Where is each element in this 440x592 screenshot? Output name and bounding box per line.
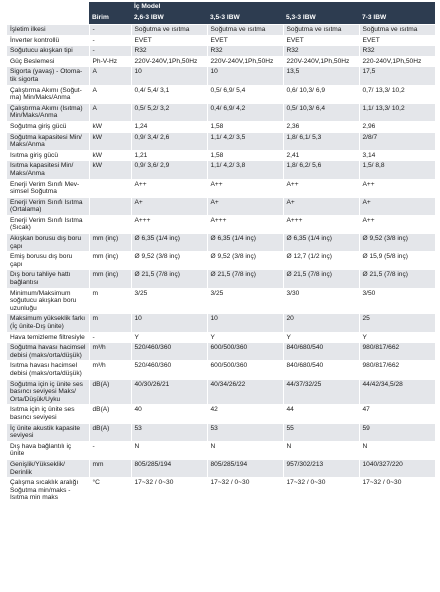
model-header: 2,6-3 IBW xyxy=(131,13,207,25)
row-value: 1,8/ 6,2/ 5,6 xyxy=(283,161,359,179)
row-value: 17~32 / 0~30 xyxy=(359,478,435,503)
row-value: 44 xyxy=(283,405,359,423)
row-value: Ø 9,52 (3/8 inç) xyxy=(359,234,435,252)
table-row xyxy=(7,441,435,459)
row-value: A+ xyxy=(359,197,435,215)
row-value: 3/25 xyxy=(131,288,207,314)
row-value: 59 xyxy=(359,423,435,441)
row-value: A+ xyxy=(207,197,283,215)
row-unit: dB(A) xyxy=(89,405,131,423)
row-value: Y xyxy=(131,332,207,343)
row-value: EVET xyxy=(283,35,359,46)
row-value: 3/50 xyxy=(359,288,435,314)
row-unit: - xyxy=(89,332,131,343)
table-row xyxy=(7,478,435,503)
row-value: R32 xyxy=(283,46,359,57)
row-value: 220V-240V,1Ph,50Hz xyxy=(207,56,283,67)
row-value: Soğutma ve ısıtma xyxy=(359,25,435,36)
row-label: Soğutma havası hacimsel debisi (maks/orta/düşük) xyxy=(7,343,89,361)
row-value: Y xyxy=(207,332,283,343)
row-label: Çalıştırma Akımı (Soğut-ma) Min/Maks/Anma xyxy=(7,85,89,103)
row-label: Çalıştırma Akımı (Isıtma) Min/Maks/Anma xyxy=(7,103,89,121)
row-value: Ø 12,7 (1/2 inç) xyxy=(283,252,359,270)
row-value: N xyxy=(359,441,435,459)
row-value: A+++ xyxy=(283,215,359,233)
table-row xyxy=(7,179,435,197)
row-unit: kW xyxy=(89,121,131,132)
model-header: 5,3-3 IBW xyxy=(283,13,359,25)
row-label: Isıtma için iç ünite ses basıncı seviyesi xyxy=(7,405,89,423)
row-value: 10 xyxy=(207,314,283,332)
row-unit: A xyxy=(89,85,131,103)
header-blank-cell xyxy=(7,13,89,25)
row-value: Ø 15,9 (5/8 inç) xyxy=(359,252,435,270)
row-unit: kW xyxy=(89,150,131,161)
row-value: Y xyxy=(359,332,435,343)
row-value: R32 xyxy=(359,46,435,57)
row-value: 10 xyxy=(131,67,207,85)
row-value: 0,5/ 6,9/ 5,4 xyxy=(207,85,283,103)
row-value: 3/25 xyxy=(207,288,283,314)
table-row xyxy=(7,46,435,57)
row-value: 0,5/ 10,3/ 6,4 xyxy=(283,103,359,121)
spec-table xyxy=(7,2,435,503)
row-unit: - xyxy=(89,35,131,46)
row-value: A+++ xyxy=(207,215,283,233)
table-row xyxy=(7,252,435,270)
row-value: 10 xyxy=(207,67,283,85)
row-value: A+ xyxy=(283,197,359,215)
row-label: Maksimum yükseklik farkı (İç ünite-Dış ünite) xyxy=(7,314,89,332)
row-label: Enerji Verim Sınıfı Mev-simsel Soğutma xyxy=(7,179,89,197)
row-unit xyxy=(89,197,131,215)
row-unit: kW xyxy=(89,132,131,150)
table-row xyxy=(7,405,435,423)
row-value: 520/460/360 xyxy=(131,343,207,361)
row-value: A++ xyxy=(131,179,207,197)
row-value: 1,58 xyxy=(207,121,283,132)
row-unit: kW xyxy=(89,161,131,179)
row-label: Isıtma havası hacimsel debisi (maks/orta/düşük) xyxy=(7,361,89,379)
row-value: A+ xyxy=(131,197,207,215)
spec-body xyxy=(7,25,435,503)
row-value: 1,21 xyxy=(131,150,207,161)
row-value: 2,96 xyxy=(359,121,435,132)
row-label: Soğutma giriş gücü xyxy=(7,121,89,132)
row-value: 44/37/32/25 xyxy=(283,379,359,405)
row-value: N xyxy=(207,441,283,459)
row-value: 0,5/ 5,2/ 3,2 xyxy=(131,103,207,121)
row-value: Ø 6,35 (1/4 inç) xyxy=(207,234,283,252)
row-value: 0,4/ 6,9/ 4,2 xyxy=(207,103,283,121)
row-label: Soğutma için iç ünite ses basıncı seviyesi Maks/ Orta/Düşük/Uyku xyxy=(7,379,89,405)
header-row-group xyxy=(7,2,435,13)
row-label: Emiş borusu dış boru çapı xyxy=(7,252,89,270)
table-row xyxy=(7,343,435,361)
row-value: A++ xyxy=(283,179,359,197)
table-row xyxy=(7,314,435,332)
row-value: 40/34/26/22 xyxy=(207,379,283,405)
row-value: 40 xyxy=(131,405,207,423)
row-label: Çalışma sıcaklık aralığı Soğutma min/maks - Isıtma min maks xyxy=(7,478,89,503)
row-unit: - xyxy=(89,25,131,36)
row-value: 17~32 / 0~30 xyxy=(207,478,283,503)
row-label: Enerji Verim Sınıfı Isıtma (Sıcak) xyxy=(7,215,89,233)
row-value: 42 xyxy=(207,405,283,423)
table-row xyxy=(7,288,435,314)
row-value: 220-240V,1Ph,50Hz xyxy=(359,56,435,67)
table-row xyxy=(7,67,435,85)
row-value: 17,5 xyxy=(359,67,435,85)
row-value: 805/285/194 xyxy=(207,459,283,477)
row-value: A+++ xyxy=(131,215,207,233)
row-value: 840/680/540 xyxy=(283,343,359,361)
row-value: 1,24 xyxy=(131,121,207,132)
table-row xyxy=(7,423,435,441)
row-value: Ø 21,5 (7/8 inç) xyxy=(207,270,283,288)
row-value: 10 xyxy=(131,314,207,332)
row-label: Isıtma kapasitesi Min/ Maks/Anma xyxy=(7,161,89,179)
row-value: Soğutma ve ısıtma xyxy=(131,25,207,36)
row-value: 44/42/34,5/28 xyxy=(359,379,435,405)
table-row xyxy=(7,103,435,121)
row-value: 2,36 xyxy=(283,121,359,132)
row-value: 1,1/ 4,2/ 3,5 xyxy=(207,132,283,150)
row-unit: A xyxy=(89,67,131,85)
row-label: Enerji Verim Sınıfı Isıtma (Ortalama) xyxy=(7,197,89,215)
row-value: 2,41 xyxy=(283,150,359,161)
row-value: 0,7/ 13,3/ 10,2 xyxy=(359,85,435,103)
row-label: Isıtma giriş gücü xyxy=(7,150,89,161)
row-unit: dB(A) xyxy=(89,379,131,405)
row-label: Güç Beslemesi xyxy=(7,56,89,67)
row-value: Soğutma ve ısıtma xyxy=(207,25,283,36)
model-header: 7-3 IBW xyxy=(359,13,435,25)
row-value: 40/30/26/21 xyxy=(131,379,207,405)
row-unit: A xyxy=(89,103,131,121)
row-label: Sigorta (yavaş) - Otoma-tik sigorta xyxy=(7,67,89,85)
row-unit: mm (inç) xyxy=(89,270,131,288)
table-row xyxy=(7,85,435,103)
row-unit: °C xyxy=(89,478,131,503)
row-label: Minimum/Maksimum soğutucu akışkan boru uzunluğu xyxy=(7,288,89,314)
row-value: 220V-240V,1Ph,50Hz xyxy=(131,56,207,67)
row-value: 980/817/662 xyxy=(359,361,435,379)
row-value: R32 xyxy=(131,46,207,57)
row-value: Ø 6,35 (1/4 inç) xyxy=(283,234,359,252)
row-label: Genişlik/Yükseklik/ Derinlik xyxy=(7,459,89,477)
row-value: 600/500/360 xyxy=(207,343,283,361)
row-value: 3,14 xyxy=(359,150,435,161)
row-value: 957/302/213 xyxy=(283,459,359,477)
row-unit: m xyxy=(89,288,131,314)
row-value: Soğutma ve ısıtma xyxy=(283,25,359,36)
header-blank-unit xyxy=(89,2,131,13)
row-label: Soğutma kapasitesi Min/ Maks/Anma xyxy=(7,132,89,150)
table-row xyxy=(7,361,435,379)
row-value: Ø 6,35 (1/4 inç) xyxy=(131,234,207,252)
row-value: 1,1/ 4,2/ 3,8 xyxy=(207,161,283,179)
table-row xyxy=(7,270,435,288)
table-row xyxy=(7,161,435,179)
row-value: EVET xyxy=(359,35,435,46)
row-value: A++ xyxy=(207,179,283,197)
row-value: EVET xyxy=(131,35,207,46)
row-value: A++ xyxy=(359,215,435,233)
table-row xyxy=(7,215,435,233)
row-unit: m³/h xyxy=(89,361,131,379)
row-value: 2/8/7 xyxy=(359,132,435,150)
row-value: 13,5 xyxy=(283,67,359,85)
row-value: 0,9/ 3,6/ 2,9 xyxy=(131,161,207,179)
row-value: 1,8/ 6,1/ 5,3 xyxy=(283,132,359,150)
row-value: 17~32 / 0~30 xyxy=(283,478,359,503)
row-value: 220V-240V,1Ph,50Hz xyxy=(283,56,359,67)
table-row xyxy=(7,56,435,67)
row-value: 53 xyxy=(131,423,207,441)
row-value: Ø 9,52 (3/8 inç) xyxy=(131,252,207,270)
row-value: 3/30 xyxy=(283,288,359,314)
row-label: İç ünite akustik kapasite seviyesi xyxy=(7,423,89,441)
row-value: Ø 21,5 (7/8 inç) xyxy=(283,270,359,288)
row-value: 600/500/360 xyxy=(207,361,283,379)
row-value: 47 xyxy=(359,405,435,423)
header-blank-cell xyxy=(7,2,89,13)
row-unit: - xyxy=(89,46,131,57)
model-header: 3,5-3 IBW xyxy=(207,13,283,25)
row-label: Dış boru tahliye hattı bağlantısı xyxy=(7,270,89,288)
row-value: Ø 21,5 (7/8 inç) xyxy=(131,270,207,288)
row-unit: mm (inç) xyxy=(89,234,131,252)
row-label: Soğutucu akışkan tipi xyxy=(7,46,89,57)
unit-col-header: Birim xyxy=(89,13,131,25)
row-value: Ø 21,5 (7/8 inç) xyxy=(359,270,435,288)
row-label: Akışkan borusu dış boru çapı xyxy=(7,234,89,252)
row-value: Y xyxy=(283,332,359,343)
row-unit: Ph-V-Hz xyxy=(89,56,131,67)
row-value: EVET xyxy=(207,35,283,46)
group-title: İç Model xyxy=(131,2,435,13)
table-row xyxy=(7,332,435,343)
row-unit: dB(A) xyxy=(89,423,131,441)
table-row xyxy=(7,25,435,36)
row-value: 805/285/194 xyxy=(131,459,207,477)
row-value: 520/460/360 xyxy=(131,361,207,379)
table-row xyxy=(7,132,435,150)
row-value: 53 xyxy=(207,423,283,441)
row-unit: m³/h xyxy=(89,343,131,361)
row-label: İşletim ilkesi xyxy=(7,25,89,36)
row-label: İnverter kontrollü xyxy=(7,35,89,46)
row-unit: m xyxy=(89,314,131,332)
row-value: 20 xyxy=(283,314,359,332)
row-value: 55 xyxy=(283,423,359,441)
row-label: Hava temizleme filtresiyle xyxy=(7,332,89,343)
row-value: R32 xyxy=(207,46,283,57)
row-value: 0,4/ 5,4/ 3,1 xyxy=(131,85,207,103)
row-value: 980/817/662 xyxy=(359,343,435,361)
table-row xyxy=(7,121,435,132)
row-unit: mm xyxy=(89,459,131,477)
row-label: Dış hava bağlantılı iç ünite xyxy=(7,441,89,459)
table-row xyxy=(7,459,435,477)
table-row xyxy=(7,234,435,252)
table-row xyxy=(7,379,435,405)
row-unit xyxy=(89,179,131,197)
row-unit xyxy=(89,215,131,233)
row-value: 1,58 xyxy=(207,150,283,161)
row-unit: - xyxy=(89,441,131,459)
table-row xyxy=(7,150,435,161)
row-value: A++ xyxy=(359,179,435,197)
row-value: 0,9/ 3,4/ 2,6 xyxy=(131,132,207,150)
row-value: 25 xyxy=(359,314,435,332)
row-unit: mm (inç) xyxy=(89,252,131,270)
row-value: N xyxy=(283,441,359,459)
row-value: 1,5/ 8,8 xyxy=(359,161,435,179)
row-value: 840/680/540 xyxy=(283,361,359,379)
row-value: N xyxy=(131,441,207,459)
header-row-models xyxy=(7,13,435,25)
row-value: Ø 9,52 (3/8 inç) xyxy=(207,252,283,270)
table-row xyxy=(7,197,435,215)
row-value: 0,6/ 10,3/ 6,9 xyxy=(283,85,359,103)
row-value: 1,1/ 13,3/ 10,2 xyxy=(359,103,435,121)
row-value: 17~32 / 0~30 xyxy=(131,478,207,503)
table-row xyxy=(7,35,435,46)
row-value: 1040/327/220 xyxy=(359,459,435,477)
